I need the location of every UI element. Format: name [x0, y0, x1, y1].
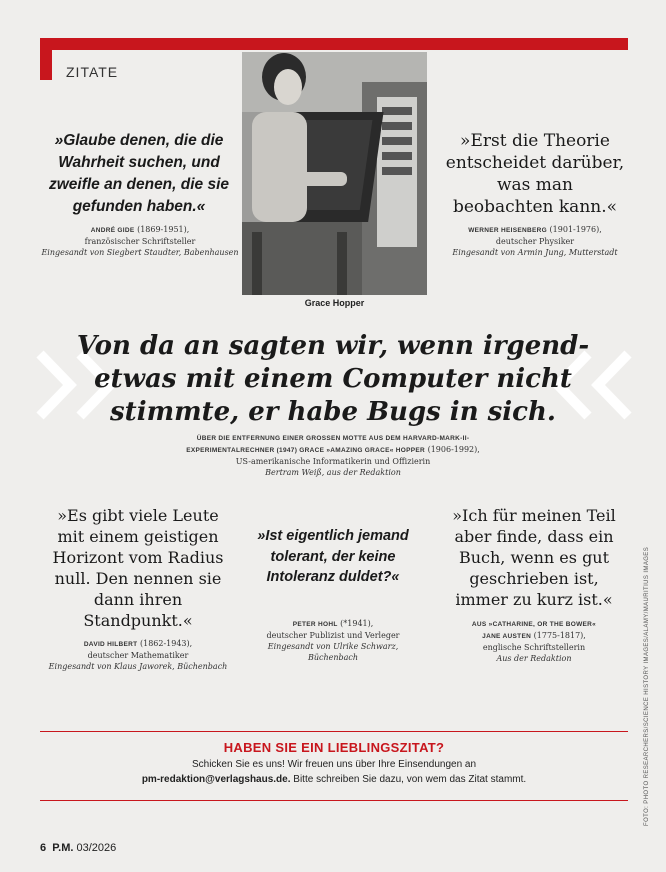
magazine-brand: P.M. [52, 842, 74, 854]
quote-gide-attribution [40, 224, 240, 258]
sender: Eingesandt von Klaus Jaworek, Büchenbach [48, 662, 228, 671]
sender: Eingesandt von Siegbert Staudter, Babenhausen [41, 248, 239, 257]
quote-heisenberg-attribution [440, 224, 630, 258]
author-name: WERNER HEISENBERG [468, 227, 548, 234]
section-title: ZITATE [66, 64, 119, 80]
author-role: US-amerikanische Informatikerin und Offizierin [235, 457, 431, 466]
author-name: DAVID HILBERT [83, 641, 138, 648]
author-role: deutscher Physiker [495, 237, 575, 246]
author-years: (1906-1992), [425, 445, 480, 454]
quote-hohl-attribution [242, 618, 424, 663]
source-title: AUS »CATHARINE, OR THE BOWER« [471, 621, 597, 628]
cta-rule-top [40, 731, 628, 732]
photo-caption: Grace Hopper [304, 298, 365, 308]
page-number: 6 [40, 842, 47, 854]
sender: Eingesandt von Armin Jung, Mutterstadt [452, 248, 618, 257]
author-role: deutscher Publizist und Verleger [266, 631, 400, 640]
quote-austen-text: »Ich für meinen Teil aber finde, dass ein Buch, wenn es gut geschrieben ist, immer zu kurz ist.« [452, 506, 616, 609]
author-name: JANE AUSTEN [482, 633, 532, 640]
quote-hilbert-text: »Es gibt viele Leute mit einem geistigen Horizont vom Radius null. Den nennen sie dann ihren Standpunkt.« [52, 506, 224, 630]
header-red-corner [40, 38, 52, 80]
header-red-bar [40, 38, 628, 50]
author-role: deutscher Mathematiker [87, 651, 189, 660]
quote-austen-attribution [434, 618, 634, 664]
cta-line-2: Bitte schreiben Sie dazu, von wem das Zitat stammt. [290, 774, 527, 785]
cta-email-link[interactable]: pm-redaktion@verlagshaus.de. [141, 774, 291, 785]
cta-line-1: Schicken Sie es uns! Wir freuen uns über Ihre Einsendungen an [191, 759, 477, 770]
grace-hopper-photo [242, 52, 427, 295]
sender: Bertram Weiß, aus der Redaktion [265, 468, 401, 477]
author-years: (1862-1943), [137, 639, 193, 648]
photo-credit: FOTO: PHOTO RESEARCHERS/SCIENCE HISTORY IMAGES/ALAMY/MAURITIUS IMAGES [644, 546, 650, 826]
quote-hopper-text: Von da an sagten wir, wenn irgend-etwas mit einem Computer nicht stimmte, er habe Bugs in sich. [76, 331, 590, 427]
author-name: PETER HOHL [292, 621, 338, 628]
context-line-1: ÜBER DIE ENTFERNUNG EINER GROSSEN MOTTE AUS DEM HARVARD-MARK-II- [196, 435, 470, 442]
context-line-2: EXPERIMENTALRECHNER (1947) GRACE »AMAZING GRACE« HOPPER [186, 447, 426, 454]
author-name: ANDRÉ GIDE [90, 227, 135, 234]
sender: Aus der Redaktion [496, 654, 572, 663]
author-role: englische Schriftstellerin [482, 643, 586, 652]
issue-number: 03/2026 [76, 842, 117, 854]
quote-hilbert-attribution [40, 638, 236, 672]
cta-title: HABEN SIE EIN LIEBLINGSZITAT? [223, 740, 445, 755]
cta-text [100, 757, 568, 787]
quote-heisenberg-text: »Erst die Theorie entscheidet darüber, was man beobachten kann.« [445, 131, 625, 217]
page-footer [40, 842, 116, 854]
sender: Eingesandt von Ulrike Schwarz, Büchenbach [267, 642, 399, 662]
author-years: (1869-1951), [134, 225, 190, 234]
author-years: (1901-1976), [547, 225, 602, 234]
cta-rule-bottom [40, 800, 628, 801]
photo-illustration [242, 52, 427, 295]
quote-hopper-attribution [100, 432, 566, 478]
quote-hohl-text: »Ist eigentlich jemand tolerant, der keine Intoleranz duldet?« [257, 528, 409, 585]
author-years: (1775-1817), [531, 631, 586, 640]
author-role: französischer Schriftsteller [84, 237, 196, 246]
author-years: (*1941), [337, 619, 374, 628]
quote-gide-text: »Glaube denen, die die Wahrheit suchen, und zweifle an denen, die sie gefunden haben.« [48, 132, 230, 215]
